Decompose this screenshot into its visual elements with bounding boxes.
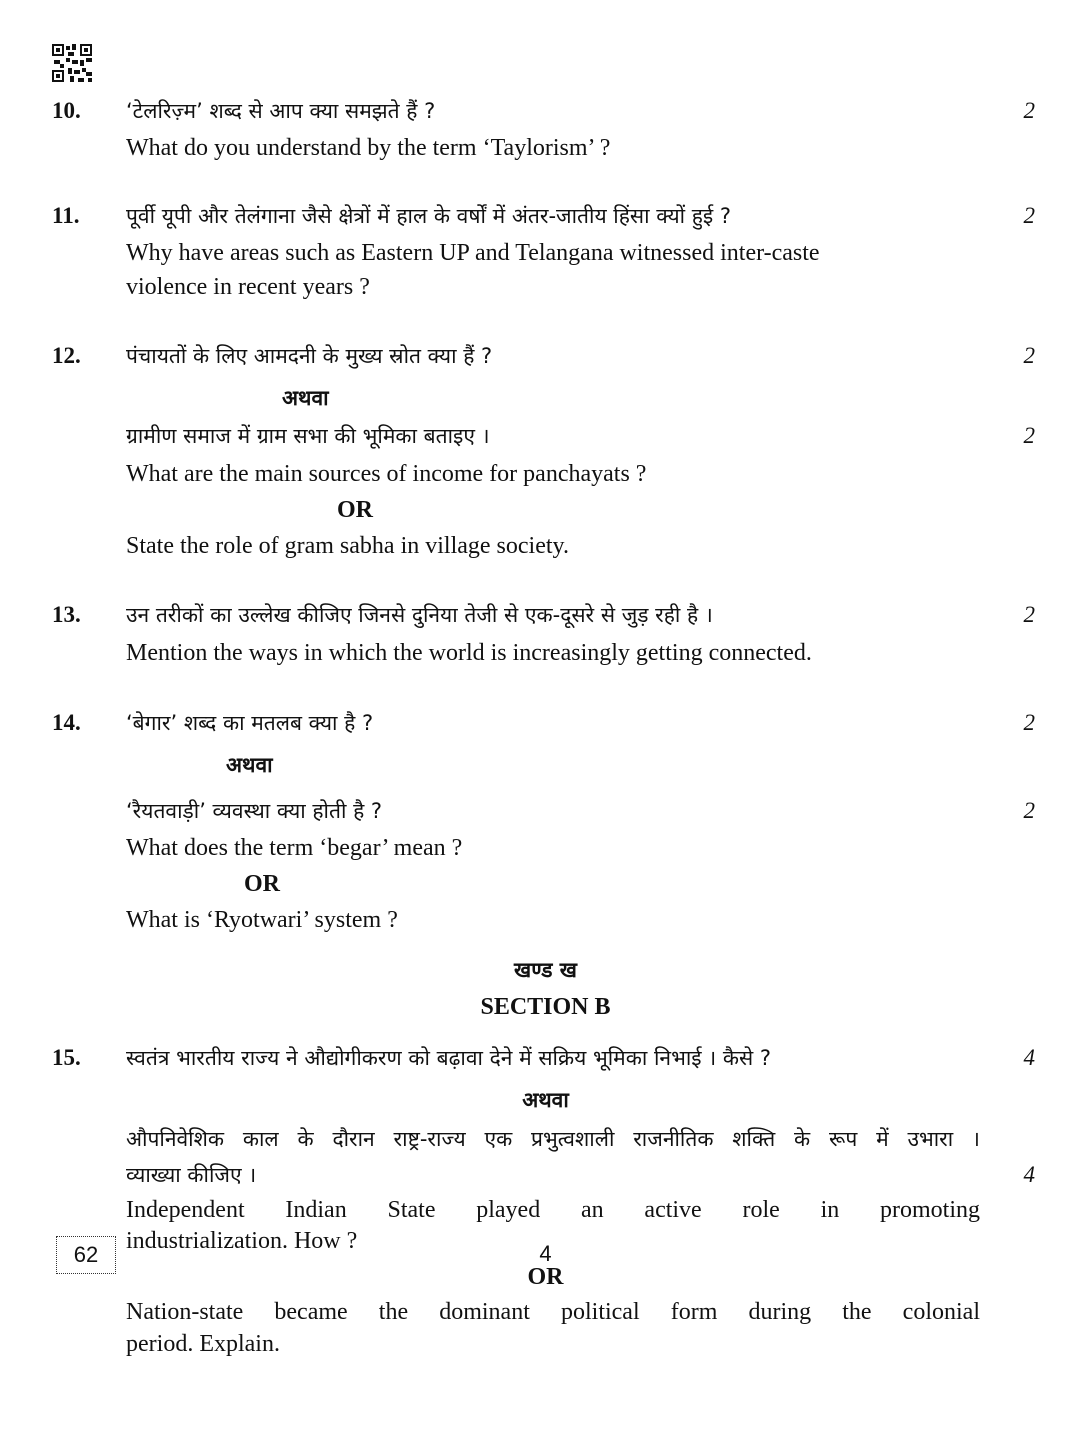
question-text-english: industrialization. How ?: [126, 1228, 358, 1254]
question-text-english: What does the term ‘begar’ mean ?: [126, 835, 463, 861]
question-text-english: Why have areas such as Eastern UP and Telangana witnessed inter-caste: [126, 240, 820, 266]
question-text-english: What are the main sources of income for panchayats ?: [126, 461, 647, 487]
marks: 4: [1023, 1162, 1035, 1187]
marks: 2: [1023, 343, 1035, 368]
marks: 2: [1023, 602, 1035, 627]
marks: 4: [1023, 1045, 1035, 1070]
question-text-hindi-alt: व्याख्या कीजिए ।: [126, 1163, 257, 1187]
question-text-english-alt: State the role of gram sabha in village society.: [126, 533, 569, 559]
question-text-english-alt: period. Explain.: [126, 1331, 280, 1357]
section-heading-english: SECTION B: [480, 994, 611, 1020]
marks: 2: [1023, 423, 1035, 448]
or-separator-english: OR: [244, 871, 280, 897]
section-heading-hindi: खण्ड ख: [514, 958, 577, 982]
question-number: 11.: [52, 203, 80, 228]
marks: 2: [1023, 710, 1035, 735]
question-text-hindi: ‘टेलरिज़्म’ शब्द से आप क्या समझते हैं ?: [126, 99, 436, 123]
question-text-hindi-alt: ग्रामीण समाज में ग्राम सभा की भूमिका बताइए ।: [126, 424, 490, 448]
question-number: 14.: [52, 710, 81, 735]
question-text-hindi: ‘बेगार’ शब्द का मतलब क्या है ?: [126, 711, 374, 735]
question-text-hindi: पूर्वी यूपी और तेलंगाना जैसे क्षेत्रों में हाल के वर्षों में अंतर-जातीय हिंसा क्यों हुई ?: [126, 204, 732, 228]
question-number: 12.: [52, 343, 81, 368]
question-text-english: violence in recent years ?: [126, 274, 370, 300]
or-separator-english: OR: [337, 497, 373, 523]
marks: 2: [1023, 203, 1035, 228]
question-text-hindi: उन तरीकों का उल्लेख कीजिए जिनसे दुनिया तेजी से एक-दूसरे से जुड़ रही है ।: [126, 603, 713, 627]
question-text-hindi-alt: औपनिवेशिक काल के दौरान राष्ट्र-राज्य एक प्रभुत्वशाली राजनीतिक शक्ति के रूप में उभारा ।: [126, 1127, 980, 1151]
or-separator-hindi: अथवा: [522, 1088, 569, 1112]
marks: 2: [1023, 98, 1035, 123]
page-number: 4: [539, 1241, 552, 1266]
paper-code-box: 62: [56, 1236, 116, 1274]
question-number: 15.: [52, 1045, 81, 1070]
question-number: 13.: [52, 602, 81, 627]
question-text-english-alt: What is ‘Ryotwari’ system ?: [126, 907, 398, 933]
question-text-hindi-alt: ‘रैयतवाड़ी’ व्यवस्था क्या होती है ?: [126, 799, 383, 823]
question-text-english-alt: Nation-state became the dominant political form during the colonial: [126, 1299, 980, 1325]
qr-code-icon: [52, 44, 92, 82]
question-text-hindi: पंचायतों के लिए आमदनी के मुख्य स्रोत क्या हैं ?: [126, 344, 493, 368]
question-text-hindi: स्वतंत्र भारतीय राज्य ने औद्योगीकरण को बढ़ावा देने में सक्रिय भूमिका निभाई । कैसे ?: [126, 1046, 772, 1070]
question-text-english: Independent Indian State played an active role in promoting: [126, 1197, 980, 1223]
or-separator-hindi: अथवा: [226, 753, 273, 777]
question-number: 10.: [52, 98, 81, 123]
marks: 2: [1023, 798, 1035, 823]
question-text-english: Mention the ways in which the world is increasingly getting connected.: [126, 640, 812, 666]
or-separator-english: OR: [527, 1264, 564, 1290]
or-separator-hindi: अथवा: [282, 386, 329, 410]
question-text-english: What do you understand by the term ‘Taylorism’ ?: [126, 135, 611, 161]
